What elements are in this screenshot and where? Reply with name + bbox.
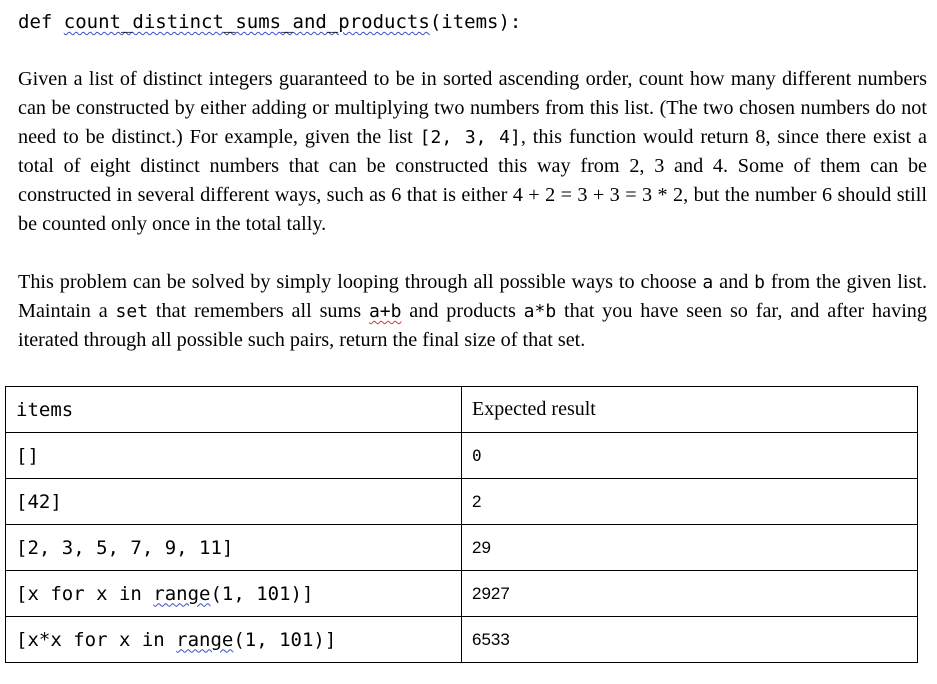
test-cases-table <box>5 386 918 663</box>
items-code-range: range <box>153 582 211 605</box>
header-expected-result: Expected result <box>462 387 918 433</box>
items-code-pre: [x for x in <box>16 582 154 605</box>
table-row <box>6 479 918 525</box>
paragraph-text: that remembers all sums <box>148 300 369 322</box>
inline-code-sum: a+b <box>368 301 402 322</box>
paragraph-text: , this function would return 8, since there exist a total of eight distinct numbers that can be constructed this way from 2, 3 and 4. Some of them can be constructed in several different ways, such as 6 that is either 4 + 2 = 3 + 3 = 3 * 2, but the number 6 should still be counted only once in the total tally. <box>18 126 927 235</box>
items-code-range: range <box>176 628 234 651</box>
cell-items <box>6 617 462 663</box>
function-name: count_distinct_sums_and_products <box>63 11 430 33</box>
function-args: (items): <box>429 11 522 33</box>
cell-result: 6533 <box>462 617 918 663</box>
inline-code-product: a*b <box>523 301 557 322</box>
cell-items <box>6 571 462 617</box>
cell-items: [42] <box>6 479 462 525</box>
table-row <box>6 617 918 663</box>
inline-code-set: set <box>115 301 149 322</box>
items-code-post: (1, 101)] <box>233 628 337 651</box>
def-keyword: def <box>18 11 64 33</box>
table-header-row <box>6 387 918 433</box>
cell-items: [2, 3, 5, 7, 9, 11] <box>6 525 462 571</box>
paragraph-text: This problem can be solved by simply looping through all possible ways to choose <box>18 271 703 293</box>
cell-result: 2 <box>462 479 918 525</box>
paragraph-text: from the given list. Maintain a <box>18 271 927 322</box>
inline-code-example-list: [2, 3, 4] <box>419 127 521 148</box>
cell-result: 0 <box>462 433 918 479</box>
items-code-post: (1, 101)] <box>210 582 314 605</box>
description-paragraph <box>18 65 927 239</box>
hint-paragraph <box>18 268 927 355</box>
inline-code-b: b <box>754 272 766 293</box>
function-signature <box>18 8 521 36</box>
table-row <box>6 525 918 571</box>
inline-code-a: a <box>702 272 714 293</box>
items-code-pre: [x*x for x in <box>16 628 177 651</box>
cell-result: 29 <box>462 525 918 571</box>
cell-result: 2927 <box>462 571 918 617</box>
cell-items: [] <box>6 433 462 479</box>
paragraph-text: and products <box>401 300 524 322</box>
table-row <box>6 433 918 479</box>
header-items: items <box>6 387 462 433</box>
paragraph-text: that you have seen so far, and after having iterated through all possible such pairs, return the final size of that set. <box>18 300 927 351</box>
paragraph-text: Given a list of distinct integers guaranteed to be in sorted ascending order, count how many different numbers can be constructed by either adding or multiplying two numbers from this list. (The two chosen numbers do not need to be distinct.) For example, given the list <box>18 68 927 148</box>
table-row <box>6 571 918 617</box>
paragraph-text: and <box>713 271 755 293</box>
